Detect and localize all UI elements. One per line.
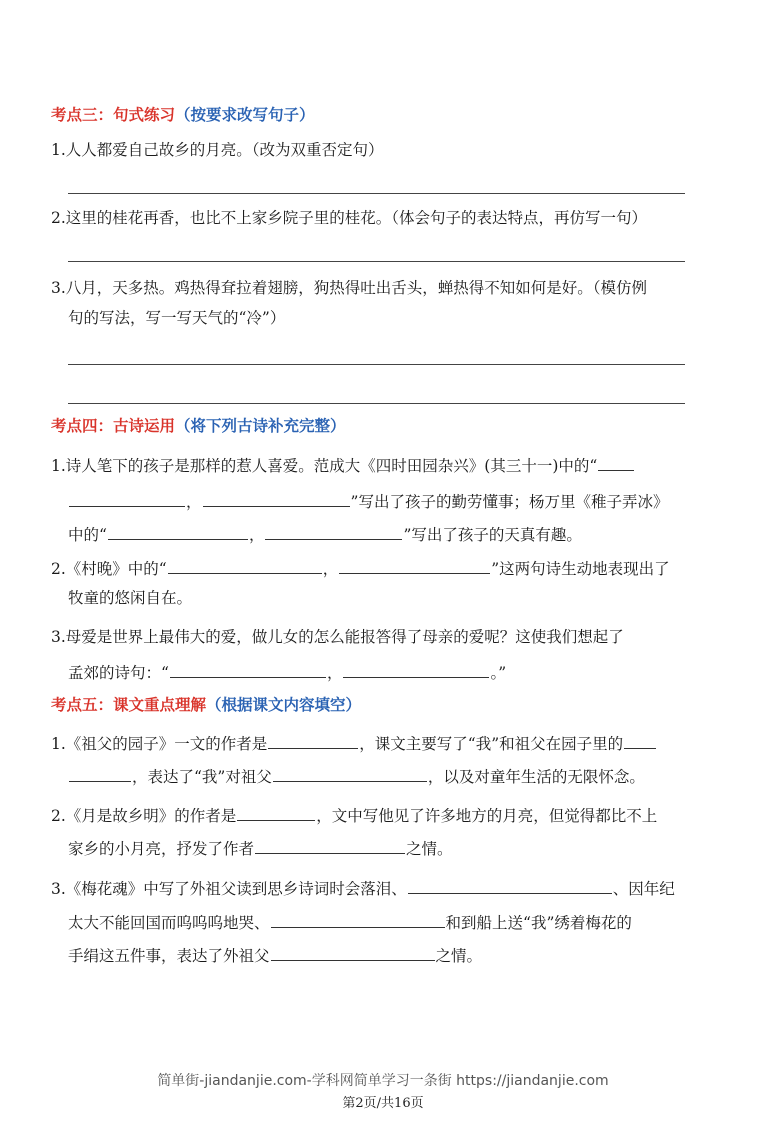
- s4-question-1-line-3: [68, 522, 582, 545]
- s5-question-3-line-3: [68, 943, 482, 966]
- fill-blank[interactable]: [237, 803, 315, 821]
- section-4-subtitle: （将下列古诗补充完整）: [175, 417, 346, 435]
- fill-blank[interactable]: [69, 489, 185, 507]
- s5-q3-text: 3.《梅花魂》中写了外祖父读到思乡诗词时会落泪、: [51, 880, 407, 898]
- section-4-title: 考点四：古诗运用: [51, 417, 176, 435]
- s5-q1-text: 1.《祖父的园子》一文的作者是: [51, 735, 268, 753]
- s5-q2-text-3: 家乡的小月亮，抒发了作者: [68, 840, 255, 858]
- s4-q1-text-2: ”写出了孩子的勤劳懂事；杨万里《稚子弄冰》: [350, 493, 669, 511]
- page-number: 第2页/共16页: [342, 1096, 424, 1111]
- s4-q3-text: 孟郊的诗句：“: [68, 664, 169, 682]
- s4-q1-text-4: ”写出了孩子的天真有趣。: [403, 526, 582, 544]
- s5-q2-text-2: ，文中写他见了许多地方的月亮，但觉得都比不上: [316, 807, 658, 825]
- section-5-subtitle: （根据课文内容填空）: [206, 696, 362, 714]
- s5-question-2-line-1: [51, 803, 657, 826]
- fill-blank[interactable]: [170, 660, 326, 678]
- s5-q3-text-4: 和到船上送“我”绣着梅花的: [445, 914, 632, 932]
- s4-q1-text: 1.诗人笔下的孩子是那样的惹人喜爱。范成大《四时田园杂兴》(其三十一)中的“: [51, 457, 598, 475]
- s5-question-1-line-2: [68, 764, 645, 787]
- s4-question-3-line-2: [68, 660, 506, 683]
- s5-question-2-line-2: [68, 836, 453, 859]
- answer-line[interactable]: [68, 364, 685, 365]
- s5-q3-text-2: 、因年纪: [612, 880, 675, 898]
- answer-line[interactable]: [68, 261, 685, 262]
- s5-q2-end: 之情。: [406, 840, 453, 858]
- comma: ，: [326, 664, 343, 682]
- fill-blank[interactable]: [339, 556, 490, 574]
- fill-blank[interactable]: [69, 764, 131, 782]
- s4-question-2-line-1: [51, 556, 670, 579]
- section-3-heading: [51, 103, 315, 125]
- s4-q2-text-2: ”这两句诗生动地表现出了: [491, 560, 670, 578]
- fill-blank[interactable]: [598, 453, 634, 471]
- section-3-subtitle: （按要求改写句子）: [175, 106, 315, 124]
- fill-blank[interactable]: [268, 731, 358, 749]
- s4-q3-end: 。”: [490, 664, 507, 682]
- fill-blank[interactable]: [273, 764, 427, 782]
- fill-blank[interactable]: [343, 660, 489, 678]
- s4-question-3-line-1: 3.母爱是世界上最伟大的爱，做儿女的怎么能报答得了母亲的爱呢？这使我们想起了: [51, 628, 624, 646]
- answer-line[interactable]: [68, 403, 685, 404]
- s3-question-3-line-1: 3.八月，天多热。鸡热得耷拉着翅膀，狗热得吐出舌头，蝉热得不知如何是好。（模仿例: [51, 279, 648, 297]
- s5-q3-end: 之情。: [435, 947, 483, 965]
- fill-blank[interactable]: [203, 489, 350, 507]
- section-5-heading: [51, 693, 361, 715]
- footer-site-watermark: 简单街-jiandanjie.com-学科网简单学习一条街 https://jiandanjie.com: [157, 1073, 609, 1089]
- answer-line[interactable]: [68, 193, 685, 194]
- s3-question-2: 2.这里的桂花再香，也比不上家乡院子里的桂花。（体会句子的表达特点，再仿写一句）: [51, 209, 648, 227]
- s4-q2-text: 2.《村晚》中的“: [51, 560, 167, 578]
- s5-q1-text-4: ，以及对童年生活的无限怀念。: [427, 768, 645, 786]
- section-5-title: 考点五：课文重点理解: [51, 696, 207, 714]
- s5-q3-text-5: 手绢这五件事，表达了外祖父: [68, 947, 270, 965]
- section-3-title: 考点三：句式练习: [51, 106, 176, 124]
- comma: ，: [186, 493, 202, 511]
- s5-question-3-line-2: [68, 910, 632, 933]
- s4-question-1-line-1: [51, 453, 635, 476]
- comma: ，: [248, 526, 265, 544]
- fill-blank[interactable]: [265, 522, 402, 540]
- fill-blank[interactable]: [408, 876, 612, 894]
- fill-blank[interactable]: [271, 943, 435, 961]
- s3-question-3-line-2: 句的写法，写一写天气的“冷”）: [68, 309, 286, 327]
- fill-blank[interactable]: [168, 556, 322, 574]
- section-4-heading: [51, 414, 346, 436]
- s5-question-1-line-1: [51, 731, 657, 754]
- fill-blank[interactable]: [624, 731, 656, 749]
- s3-question-1: 1.人人都爱自己故乡的月亮。（改为双重否定句）: [51, 141, 384, 159]
- s5-q1-text-2: ，课文主要写了“我”和祖父在园子里的: [359, 735, 624, 753]
- comma: ，: [322, 560, 339, 578]
- fill-blank[interactable]: [271, 910, 445, 928]
- s5-question-3-line-1: [51, 876, 675, 899]
- s4-question-1-line-2: [68, 489, 668, 512]
- s5-q1-text-3: ，表达了“我”对祖父: [132, 768, 272, 786]
- s4-q1-text-3: 中的“: [68, 526, 107, 544]
- s5-q3-text-3: 太大不能回国而呜呜呜地哭、: [68, 914, 270, 932]
- fill-blank[interactable]: [255, 836, 405, 854]
- fill-blank[interactable]: [108, 522, 248, 540]
- s4-question-2-line-2: 牧童的悠闲自在。: [68, 589, 193, 607]
- s5-q2-text: 2.《月是故乡明》的作者是: [51, 807, 237, 825]
